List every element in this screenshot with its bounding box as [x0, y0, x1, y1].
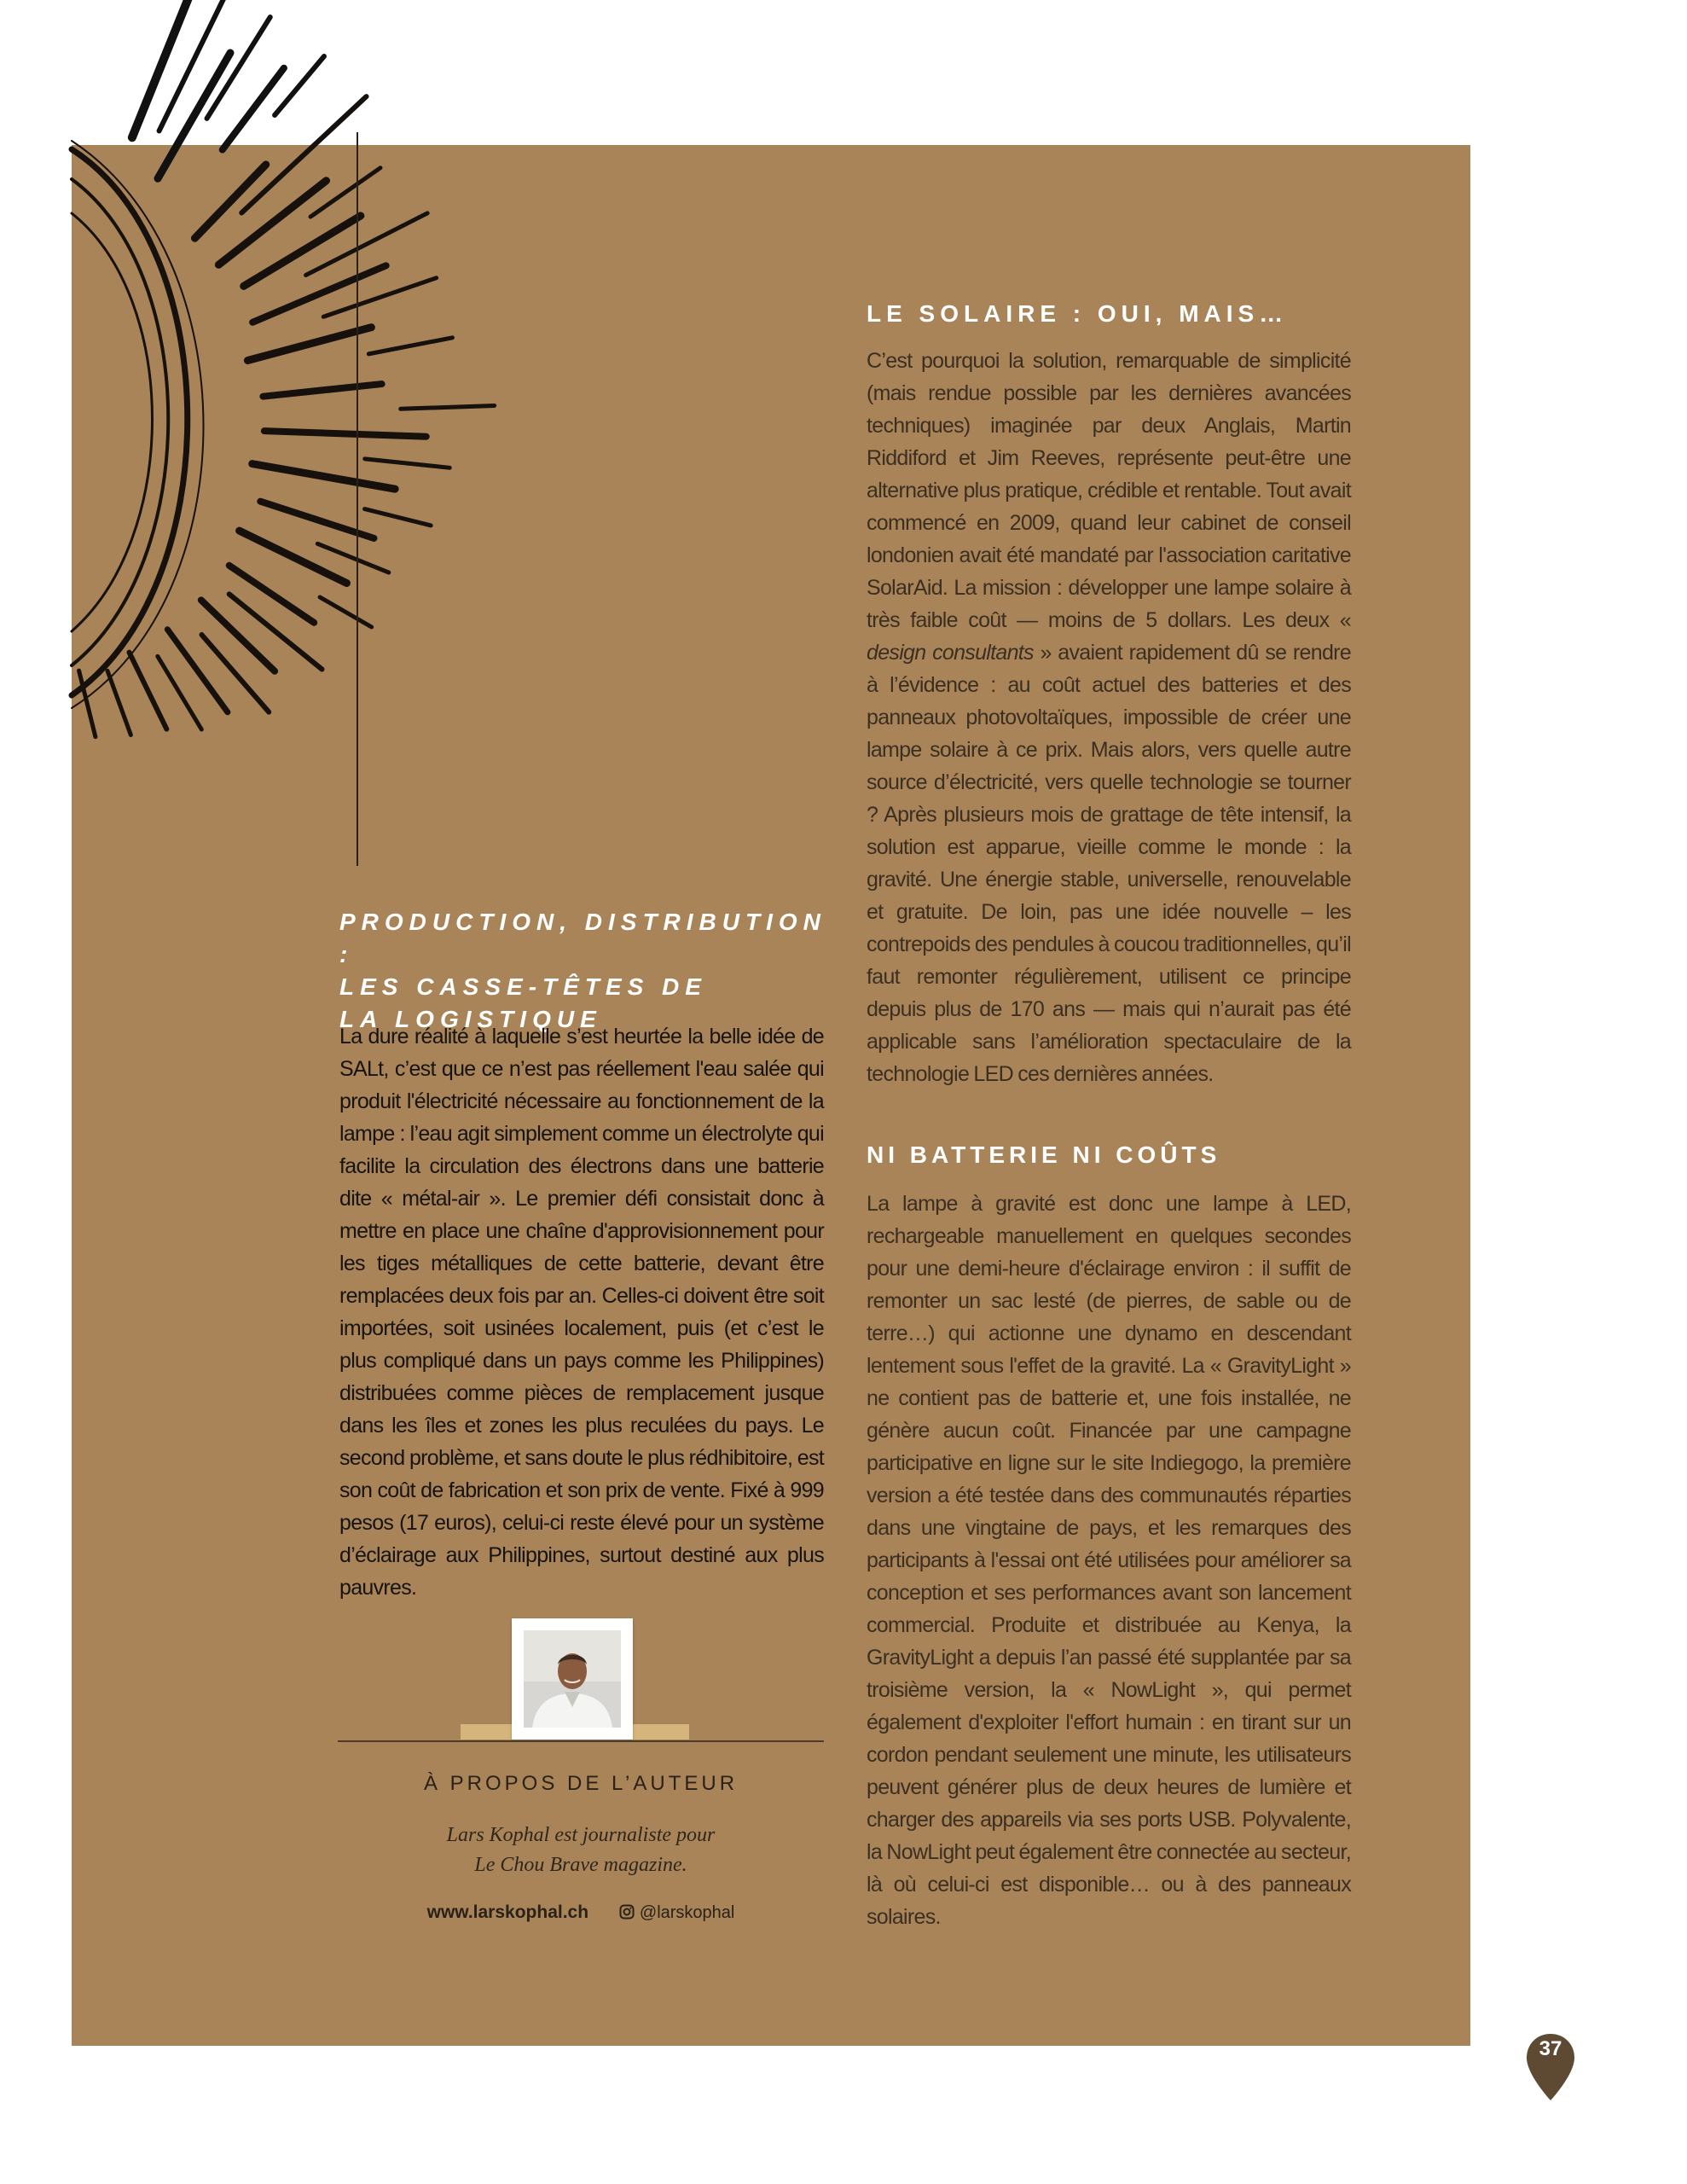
- author-social-handle: @larskophal: [639, 1903, 735, 1922]
- author-social-link[interactable]: [619, 1903, 734, 1922]
- solaire-body-part-1: C’est pourquoi la solution, remarquable de simplicité (mais rendue possible par les dernières avancées techniques) imaginée par deux Anglais, Martin Riddiford et Jim Reeves, représente peut-être une alternative plus pratique, crédible et rentable. Tout avait commencé en 2009, quand leur cabinet de conseil londonien avait été mandaté par l'association caritative SolarAid. La mission : développer une lampe solaire à très faible coût — moins de 5 dollars. Les deux «: [867, 349, 1351, 632]
- section-heading-batterie: NI BATTERIE NI COÛTS: [867, 1141, 1221, 1168]
- batterie-body-paragraph: La lampe à gravité est donc une lampe à LED, rechargeable manuellement en quelques secondes pour une demi-heure d'éclairage environ : il suffit de remonter un sac lesté (de pierres, de sable ou de terre…) qui actionne une dynamo en descendant lentement sous l'effet de la gravité. La « GravityLight » ne contient pas de batterie et, une fois installée, ne génère aucun coût. Financée par une campagne participative en ligne sur le site Indiegogo, la première version a été testée dans des communautés réparties dans une vingtaine de pays, et les remarques des participants à l'essai ont été utilisées pour améliorer sa conception et ses performances avant son lancement commercial. Produite et distribuée au Kenya, la GravityLight a depuis l’an passé été supplantée par sa troisième version, la « NowLight », qui permet également d'exploiter l'effort humain : en tirant sur un cordon pendant seulement une minute, les utilisateurs peuvent générer plus de deux heures de lumière et charger des appareils via ses ports USB. Polyvalente, la NowLight peut également être connectée au secteur, là où celui-ci est disponible… ou à des panneaux solaires.: [867, 1192, 1351, 1929]
- sun-ray: [207, 17, 270, 119]
- author-bio-line-2: Le Chou Brave magazine.: [474, 1854, 687, 1876]
- author-divider: [338, 1740, 824, 1742]
- author-bio-line-1: Lars Kophal est journaliste pour: [446, 1824, 716, 1846]
- solaire-body-italic: design consultants: [867, 641, 1034, 665]
- left-heading-line-1: PRODUCTION, DISTRIBUTION :: [339, 909, 826, 967]
- sun-ray: [132, 0, 196, 137]
- sun-ray: [223, 68, 284, 150]
- sun-ray: [275, 56, 324, 115]
- author-photo: [512, 1618, 633, 1740]
- left-section-heading: [339, 906, 851, 1036]
- author-section-title: À PROPOS DE L’AUTEUR: [423, 1772, 739, 1795]
- solaire-body-part-2: » avaient rapidement dû se rendre à l’évidence : au coût actuel des batteries et des panneaux photovoltaïques, impossible de créer une lampe solaire à ce prix. Mais alors, vers quelle autre source d’électricité, vers quelle technologie se tourner ? Après plusieurs mois de grattage de tête intensif, la solution est apparue, vieille comme le monde : la gravité. Une énergie stable, universelle, renouvelable et gratuite. De loin, pas une idée nouvelle – les contrepoids des pendules à coucou traditionnelles, qu’il faut remonter régulièrement, utilisent ce principe depuis plus de 170 ans — mais qui n’aurait pas été applicable sans l’amélioration spectaculaire de la technologie LED ces dernières années.: [867, 641, 1352, 1086]
- author-bio: [338, 1821, 824, 1880]
- left-heading-line-2: LES CASSE-TÊTES DE: [339, 973, 707, 1000]
- left-heading-line-3: LA LOGISTIQUE: [339, 1006, 602, 1032]
- author-website-link[interactable]: www.larskophal.ch: [426, 1902, 589, 1922]
- instagram-icon: [619, 1904, 635, 1920]
- solaire-body-paragraph: [867, 345, 1351, 1090]
- person-silhouette-icon: [524, 1630, 621, 1728]
- vertical-divider-line: [357, 132, 358, 866]
- section-heading-solaire: LE SOLAIRE : OUI, MAIS…: [867, 300, 1289, 327]
- author-links: [338, 1902, 824, 1923]
- sun-ray: [159, 0, 227, 131]
- left-body-paragraph: La dure réalité à laquelle s’est heurtée la belle idée de SALt, c’est que ce n’est pas réellement l'eau salée qui produit l'électricité nécessaire au fonctionnement de la lampe : l’eau agit simplement comme un électrolyte qui facilite la circulation des électrons dans une batterie dite « métal-air ». Le premier défi consistait donc à mettre en place une chaîne d'approvisionnement pour les tiges métalliques de cette batterie, devant être remplacées deux fois par an. Celles-ci doivent être soit importées, soit usinées localement, puis (et c’est le plus compliqué dans un pays comme les Philippines) distribuées comme pièces de remplacement jusque dans les îles et zones les plus reculées du pays. Le second problème, et sans doute le plus rédhibitoire, est son coût de fabrication et son prix de vente. Fixé à 999 pesos (17 euros), celui-ci reste élevé pour un système d’éclairage aux Philippines, surtout destiné aux plus pauvres.: [339, 1025, 824, 1600]
- page-number: 37: [1539, 2037, 1562, 2060]
